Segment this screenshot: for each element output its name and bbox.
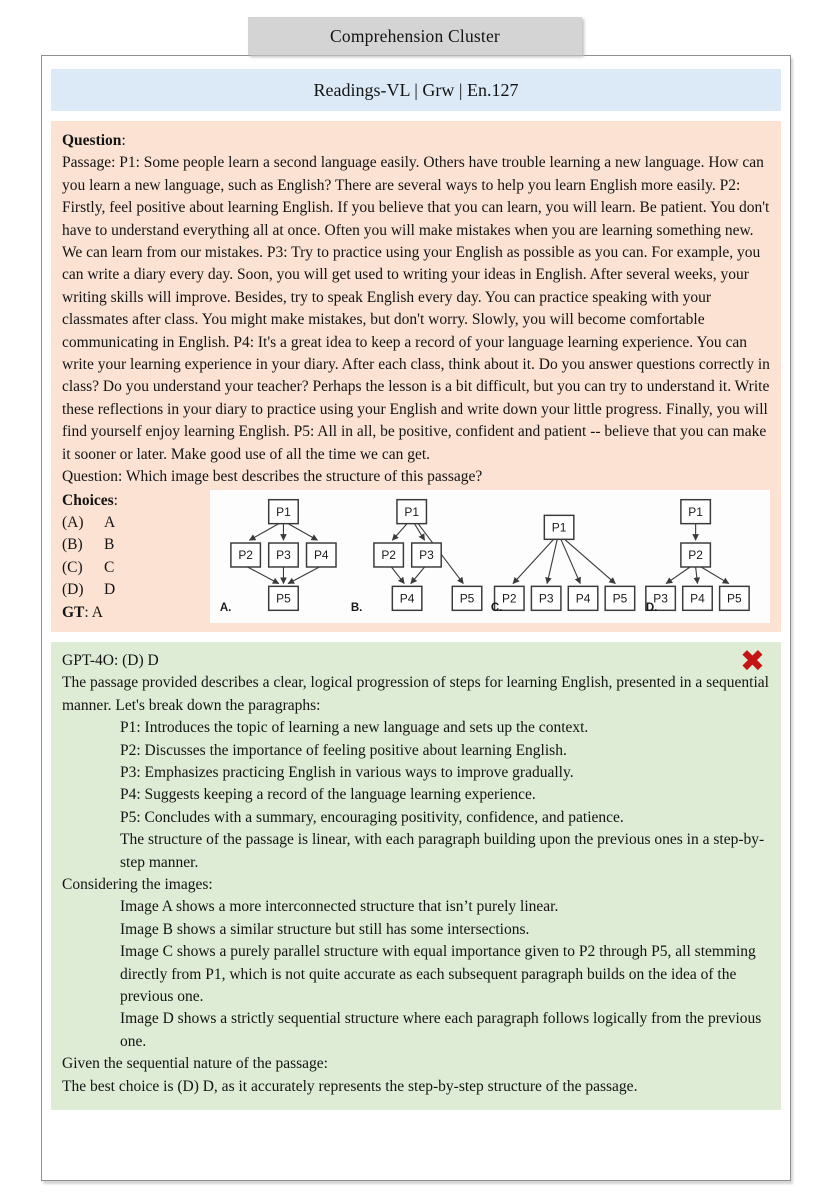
gt-label: GT — [62, 603, 85, 621]
question-label: Question — [62, 132, 122, 149]
breakdown-item: The structure of the passage is linear, with each paragraph building upon the previous ones in a step-by-step manner. — [120, 831, 765, 871]
diagram-node: P4 — [313, 547, 329, 562]
paragraph-breakdown — [120, 717, 770, 874]
image-analysis — [120, 896, 770, 1053]
diagram-label: A. — [219, 601, 232, 614]
diagram-c — [489, 496, 644, 614]
choices-label-line: Choices: — [62, 491, 118, 509]
diagram-node: P5 — [459, 590, 475, 605]
choices-label: Choices — [62, 491, 114, 509]
image-analysis-item: Image B shows a similar structure but still has some intersections. — [120, 920, 530, 938]
image-analysis-item: Image C shows a purely parallel structure with equal importance given to P2 through P5, all stemming directly from P1, which is not quite accurate as each subsequent paragraph builds on the idea of the previous one. — [120, 943, 756, 1006]
model-answer-section — [51, 642, 781, 1110]
diagram-node: P2 — [688, 547, 703, 562]
choices-row — [62, 490, 770, 624]
question-section — [51, 121, 781, 632]
diagram-node: P1 — [688, 504, 703, 519]
diagram-label: C. — [490, 601, 503, 614]
diagram-node: P2 — [381, 547, 396, 562]
incorrect-cross-icon: ✖ — [739, 643, 765, 679]
choice-item-d — [62, 579, 210, 601]
choice-key: (A) — [62, 513, 84, 531]
diagram-d — [644, 496, 762, 614]
choice-item-a — [62, 512, 210, 534]
choice-key: (B) — [62, 536, 83, 554]
considering-line: Considering the images: — [62, 876, 213, 893]
diagram-node: P1 — [276, 504, 291, 519]
choice-value: C — [104, 558, 115, 576]
choice-value: B — [104, 536, 115, 554]
diagram-node: P3 — [276, 547, 291, 562]
breakdown-item: P5: Concludes with a summary, encouraging positivity, confidence, and patience. — [120, 808, 624, 826]
sub-question: Question: Which image best describes the structure of this passage? — [62, 468, 483, 486]
page-title — [248, 17, 582, 55]
choice-value: A — [104, 513, 116, 531]
model-answer-line: GPT-4O: (D) D — [62, 651, 159, 669]
choice-key: (C) — [62, 558, 83, 576]
image-analysis-item: Image D shows a strictly sequential structure where each paragraph follows logically from the previous one. — [120, 1010, 762, 1050]
diagram-node: P5 — [727, 590, 742, 605]
diagram-node: P5 — [276, 590, 291, 605]
choice-key: (D) — [62, 581, 84, 599]
diagram-label: D. — [645, 601, 658, 614]
breakdown-item: P2: Discusses the importance of feeling positive about learning English. — [120, 741, 567, 759]
choice-item-b — [62, 534, 210, 556]
diagram-node: P4 — [690, 590, 705, 605]
choice-value: D — [104, 581, 116, 599]
diagram-node: P1 — [551, 519, 567, 534]
diagram-node: P2 — [502, 590, 517, 605]
diagram-node: P4 — [575, 590, 591, 605]
choices-diagram-image — [210, 490, 770, 623]
diagram-b — [349, 496, 489, 614]
diagram-node: P3 — [419, 547, 434, 562]
breakdown-item: P1: Introduces the topic of learning a new language and sets up the context. — [120, 719, 589, 737]
breakdown-item: P3: Emphasizes practicing English in various ways to improve gradually. — [120, 763, 574, 781]
header-bar — [51, 69, 781, 111]
gt-line: GT: A — [62, 603, 103, 621]
diagram-label: B. — [350, 601, 363, 614]
breakdown-item: P4: Suggests keeping a record of the language learning experience. — [120, 786, 536, 804]
choices-column — [62, 490, 210, 624]
question-label-line: Question: — [62, 132, 126, 149]
diagram-a — [218, 496, 349, 614]
diagram-node: P4 — [399, 590, 415, 605]
diagram-node: P3 — [653, 590, 668, 605]
image-analysis-item: Image A shows a more interconnected structure that isn’t purely linear. — [120, 898, 559, 916]
diagram-node: P3 — [538, 590, 554, 605]
main-panel — [41, 55, 791, 1181]
conclusion-line: The best choice is (D) D, as it accurately represents the step-by-step structure of the passage. — [62, 1077, 638, 1095]
answer-intro: The passage provided describes a clear, logical progression of steps for learning English, presented in a sequential manner. Let's break down the paragraphs: — [62, 674, 769, 714]
diagram-node: P1 — [404, 504, 419, 519]
gt-value: A — [91, 603, 103, 621]
given-line: Given the sequential nature of the passage: — [62, 1055, 328, 1073]
page-title-text: Comprehension Cluster — [330, 25, 500, 46]
passage-text: Passage: P1: Some people learn a second language easily. Others have trouble learning a new language. How can you learn a new language, such as English? There are several ways to help you learn English more easily. P2: Firstly, feel positive about learning English. If you believe that you can learn, you will learn. Be patient. You don't have to understand everything all at once. Often you will make mistakes when you are learning something new. We can learn from our mistakes. P3: Try to practice using your English as possible as you can. For example, you can write a diary every day. Soon, you will get used to writing your ideas in English. After several weeks, your writing skills will improve. Besides, try to speak English every day. You can practice speaking with your classmates after class. You might make mistakes, but don't worry. Slowly, you will become comfortable communicating in English. P4: It's a great idea to keep a record of your language learning experience. You can write your learning experience in your diary. After each class, think about it. Do you answer questions correctly in class? Do you understand your teacher? Perhaps the lesson is a bit difficult, but you can try to understand it. Write these reflections in your diary to practice using your English and write down your little progress. Finally, you will find yourself enjoy learning English. P5: All in all, be positive, confident and patient -- believe that you can make it sooner or later. Make good use of all the time we can get. — [62, 154, 770, 463]
choice-item-c — [62, 557, 210, 579]
diagram-node: P5 — [612, 590, 628, 605]
header-text: Readings-VL | Grw | En.127 — [313, 79, 519, 100]
diagram-node: P2 — [238, 547, 253, 562]
